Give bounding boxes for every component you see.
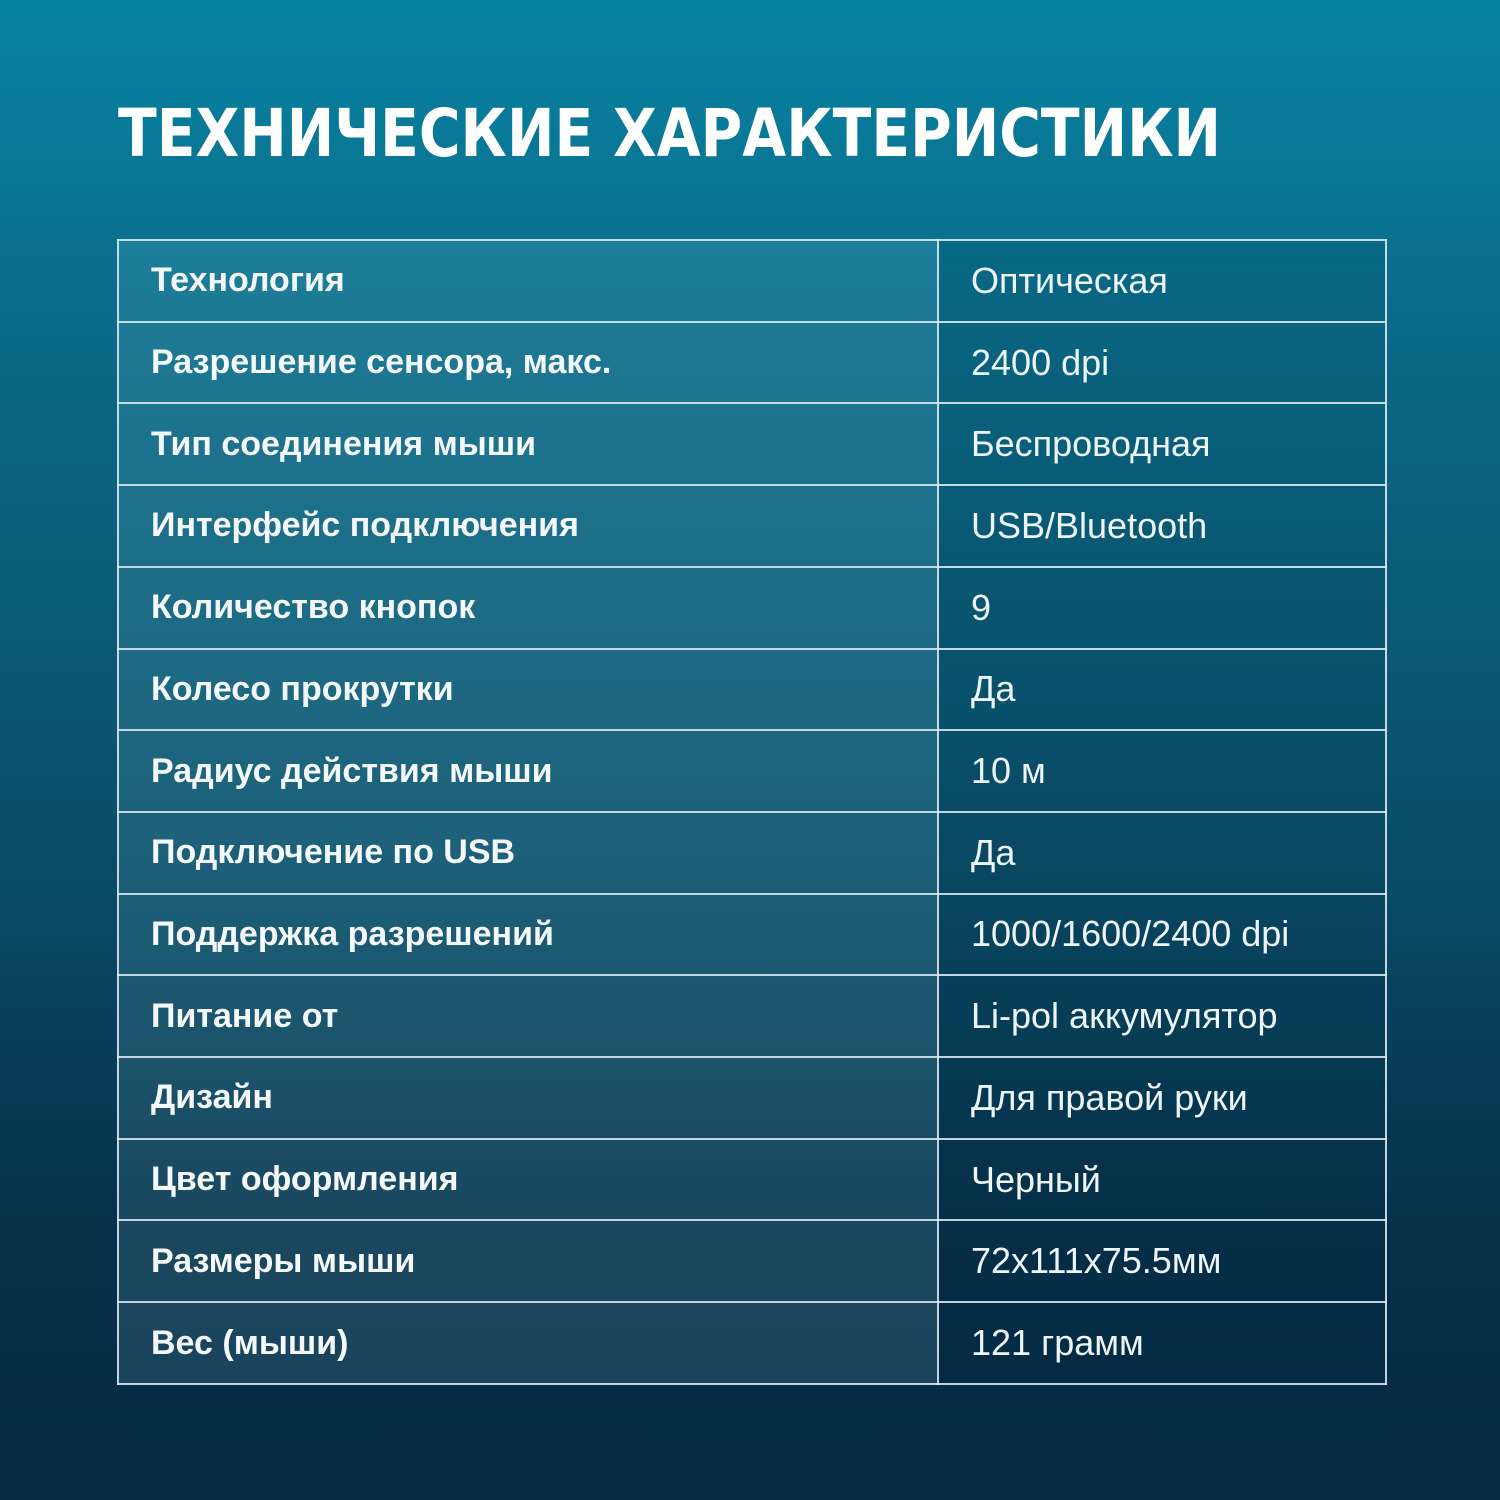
table-row xyxy=(118,649,1386,731)
table-row xyxy=(118,812,1386,894)
spec-label: Подключение по USB xyxy=(118,812,938,894)
table-row xyxy=(118,322,1386,404)
spec-value: 10 м xyxy=(938,730,1386,812)
spec-label: Питание от xyxy=(118,975,938,1057)
spec-label: Количество кнопок xyxy=(118,567,938,649)
specifications-table xyxy=(117,239,1387,1385)
spec-value: 72x111x75.5мм xyxy=(938,1220,1386,1302)
table-row xyxy=(118,1057,1386,1139)
table-row xyxy=(118,485,1386,567)
spec-value: USB/Bluetooth xyxy=(938,485,1386,567)
table-row xyxy=(118,403,1386,485)
table-row xyxy=(118,975,1386,1057)
spec-value: Да xyxy=(938,812,1386,894)
spec-label: Размеры мыши xyxy=(118,1220,938,1302)
spec-value: 121 грамм xyxy=(938,1302,1386,1384)
spec-value: 1000/1600/2400 dpi xyxy=(938,894,1386,976)
spec-value: Li-pol аккумулятор xyxy=(938,975,1386,1057)
spec-value: Да xyxy=(938,649,1386,731)
table-row xyxy=(118,730,1386,812)
table-row xyxy=(118,894,1386,976)
spec-label: Технология xyxy=(118,240,938,322)
table-row xyxy=(118,1302,1386,1384)
spec-label: Поддержка разрешений xyxy=(118,894,938,976)
spec-label: Интерфейс подключения xyxy=(118,485,938,567)
spec-value: 2400 dpi xyxy=(938,322,1386,404)
spec-value: Черный xyxy=(938,1139,1386,1221)
spec-label: Разрешение сенсора, макс. xyxy=(118,322,938,404)
spec-value: Для правой руки xyxy=(938,1057,1386,1139)
table-row xyxy=(118,1139,1386,1221)
table-row xyxy=(118,567,1386,649)
spec-label: Цвет оформления xyxy=(118,1139,938,1221)
table-row xyxy=(118,240,1386,322)
spec-label: Дизайн xyxy=(118,1057,938,1139)
spec-label: Радиус действия мыши xyxy=(118,730,938,812)
spec-label: Колесо прокрутки xyxy=(118,649,938,731)
spec-label: Тип соединения мыши xyxy=(118,403,938,485)
spec-label: Вес (мыши) xyxy=(118,1302,938,1384)
page-title: ТЕХНИЧЕСКИЕ ХАРАКТЕРИСТИКИ xyxy=(118,95,1221,172)
table-row xyxy=(118,1220,1386,1302)
spec-value: Беспроводная xyxy=(938,403,1386,485)
spec-value: Оптическая xyxy=(938,240,1386,322)
spec-value: 9 xyxy=(938,567,1386,649)
